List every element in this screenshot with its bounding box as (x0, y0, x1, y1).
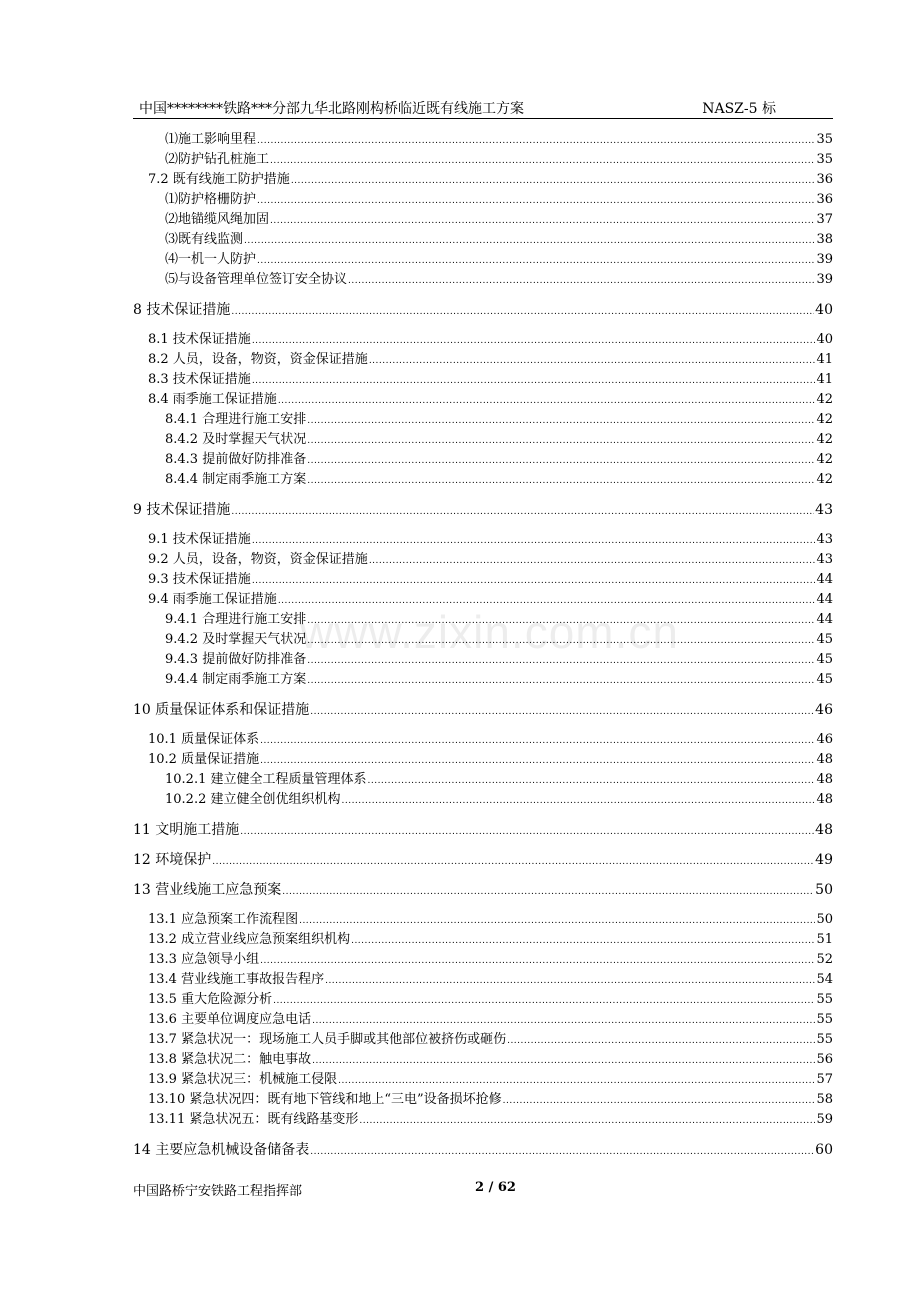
toc-entry-label: 9.4 雨季施工保证措施 (148, 592, 277, 607)
toc-entry-page: 46 (816, 732, 833, 747)
toc-entry[interactable] (133, 150, 833, 170)
toc-entry[interactable] (133, 670, 833, 690)
toc-entry[interactable] (133, 1070, 833, 1090)
toc-leader-dots (310, 702, 814, 722)
toc-entry-label: 8 技术保证措施 (133, 302, 231, 318)
toc-entry-page: 50 (816, 912, 833, 927)
toc-entry-label: 13.6 主要单位调度应急电话 (148, 1012, 312, 1027)
toc-entry[interactable] (133, 230, 833, 250)
toc-entry-page: 60 (815, 1142, 833, 1158)
toc-leader-dots (369, 351, 816, 371)
toc-entry-page: 45 (816, 652, 833, 667)
toc-entry-page: 45 (816, 632, 833, 647)
toc-entry-page: 39 (816, 252, 833, 267)
toc-entry-label: 12 环境保护 (133, 852, 212, 868)
toc-entry-page: 43 (816, 552, 833, 567)
toc-leader-dots (260, 751, 815, 771)
toc-entry-label: 10 质量保证体系和保证措施 (133, 702, 310, 718)
toc-entry-page: 50 (815, 882, 833, 898)
toc-entry-page: 40 (815, 302, 833, 318)
toc-leader-dots (252, 331, 816, 351)
toc-leader-dots (338, 1071, 815, 1091)
toc-entry[interactable] (133, 470, 833, 490)
toc-leader-dots (369, 551, 816, 571)
toc-entry-label: 9.4.2 及时掌握天气状况 (165, 632, 307, 647)
toc-leader-dots (341, 791, 815, 811)
toc-entry-label: ⑴防护格栅防护 (165, 192, 257, 207)
toc-leader-dots (359, 1111, 815, 1131)
toc-entry-label: 8.4 雨季施工保证措施 (148, 392, 277, 407)
toc-entry-page: 44 (816, 572, 833, 587)
toc-entry-label: ⑷一机一人防护 (165, 252, 257, 267)
toc-entry-label: ⑶既有线监测 (165, 232, 244, 247)
toc-leader-dots (252, 571, 816, 591)
toc-entry-page: 41 (816, 352, 833, 367)
toc-leader-dots (240, 822, 814, 842)
toc-entry[interactable] (133, 850, 833, 870)
toc-leader-dots (307, 431, 815, 451)
toc-leader-dots (260, 951, 815, 971)
toc-leader-dots (260, 731, 815, 751)
toc-entry[interactable] (133, 270, 833, 290)
toc-entry[interactable] (133, 300, 833, 320)
toc-leader-dots (307, 671, 815, 691)
watermark: www.zixin.com.cn (300, 606, 679, 658)
toc-entry-label: 13.8 紧急状况二：触电事故 (148, 1052, 312, 1067)
toc-leader-dots (307, 411, 815, 431)
toc-entry-label: 8.4.2 及时掌握天气状况 (165, 432, 307, 447)
toc-entry-page: 37 (816, 212, 833, 227)
toc-entry-label: 10.1 质量保证体系 (148, 732, 260, 747)
toc-entry-label: 10.2.2 建立健全创优组织机构 (165, 792, 341, 807)
toc-entry-label: 9.2 人员，设备，物资，资金保证措施 (148, 552, 368, 567)
toc-entry-page: 49 (815, 852, 833, 868)
toc-entry[interactable] (133, 130, 833, 150)
toc-leader-dots (310, 1142, 814, 1162)
header-title: 中国********铁路***分部九华北路刚构桥临近既有线施工方案 (139, 101, 524, 117)
toc-entry-page: 56 (816, 1052, 833, 1067)
toc-entry-label: 13 营业线施工应急预案 (133, 882, 282, 898)
toc-entry[interactable] (133, 210, 833, 230)
toc-leader-dots (307, 471, 815, 491)
toc-entry-page: 52 (816, 952, 833, 967)
toc-entry-label: 13.1 应急预案工作流程图 (148, 912, 299, 927)
toc-entry-page: 55 (816, 1032, 833, 1047)
toc-entry-label: 8.4.4 制定雨季施工方案 (165, 472, 307, 487)
toc-entry[interactable] (133, 770, 833, 790)
toc-entry[interactable] (133, 550, 833, 570)
toc-entry-label: ⑵防护钻孔桩施工 (165, 152, 270, 167)
toc-entry[interactable] (133, 1090, 833, 1110)
toc-leader-dots (291, 171, 816, 191)
toc-leader-dots (367, 771, 815, 791)
toc-entry-label: 13.4 营业线施工事故报告程序 (148, 972, 325, 987)
toc-entry-label: 8.2 人员，设备，物资，资金保证措施 (148, 352, 368, 367)
toc-entry[interactable] (133, 930, 833, 950)
toc-entry[interactable] (133, 750, 833, 770)
toc-entry-page: 38 (816, 232, 833, 247)
toc-entry[interactable] (133, 790, 833, 810)
toc-entry-page: 48 (816, 752, 833, 767)
toc-entry-label: 11 文明施工措施 (133, 822, 240, 838)
footer-org: 中国路桥宁安铁路工程指挥部 (133, 1184, 303, 1199)
toc-entry-page: 59 (816, 1112, 833, 1127)
toc-entry-label: 14 主要应急机械设备储备表 (133, 1142, 310, 1158)
toc-entry[interactable] (133, 500, 833, 520)
toc-leader-dots (252, 531, 816, 551)
toc-leader-dots (270, 151, 815, 171)
toc-entry-page: 42 (816, 472, 833, 487)
toc-entry-page: 40 (816, 332, 833, 347)
toc-entry-label: 8.4.1 合理进行施工安排 (165, 412, 307, 427)
toc-entry-page: 42 (816, 452, 833, 467)
toc-entry-label: 9.3 技术保证措施 (148, 572, 251, 587)
toc-leader-dots (348, 271, 815, 291)
toc-entry-label: 9.4.4 制定雨季施工方案 (165, 672, 307, 687)
toc-entry-label: 13.11 紧急状况五：既有线路基变形 (148, 1112, 359, 1127)
toc-entry-label: 13.5 重大危险源分析 (148, 992, 273, 1007)
toc-entry-label: ⑴施工影响里程 (165, 132, 257, 147)
toc-entry[interactable] (133, 990, 833, 1010)
toc-leader-dots (252, 371, 816, 391)
toc-leader-dots (351, 931, 815, 951)
toc-entry[interactable] (133, 1110, 833, 1130)
toc-entry[interactable] (133, 1050, 833, 1070)
toc-entry-label: 9.4.3 提前做好防排准备 (165, 652, 307, 667)
toc-entry-page: 46 (815, 702, 833, 718)
toc-entry[interactable] (133, 910, 833, 930)
toc-entry-page: 55 (816, 992, 833, 1007)
toc-entry-label: 10.2.1 建立健全工程质量管理体系 (165, 772, 367, 787)
toc-entry[interactable] (133, 1010, 833, 1030)
toc-entry-page: 58 (816, 1092, 833, 1107)
toc-entry[interactable] (133, 530, 833, 550)
toc-entry-label: 9 技术保证措施 (133, 502, 231, 518)
toc-entry[interactable] (133, 350, 833, 370)
toc-entry-label: 13.7 紧急状况一：现场施工人员手脚或其他部位被挤伤或砸伤 (148, 1032, 507, 1047)
toc-entry-page: 44 (816, 592, 833, 607)
toc-leader-dots (307, 451, 815, 471)
toc-entry-label: 10.2 质量保证措施 (148, 752, 260, 767)
toc-entry[interactable] (133, 390, 833, 410)
toc-entry-page: 43 (815, 502, 833, 518)
toc-leader-dots (231, 302, 814, 322)
toc-entry-page: 57 (816, 1072, 833, 1087)
toc-entry-label: 8.4.3 提前做好防排准备 (165, 452, 307, 467)
toc-entry-page: 55 (816, 1012, 833, 1027)
header-code: NASZ-5 标 (702, 101, 776, 117)
toc-leader-dots (257, 191, 815, 211)
toc-entry-page: 39 (816, 272, 833, 287)
toc-entry-page: 54 (816, 972, 833, 987)
toc-entry-page: 41 (816, 372, 833, 387)
toc-entry[interactable] (133, 430, 833, 450)
toc-leader-dots (270, 211, 815, 231)
toc-entry-page: 35 (816, 152, 833, 167)
toc-entry[interactable] (133, 1030, 833, 1050)
toc-entry-label: 13.9 紧急状况三：机械施工侵限 (148, 1072, 338, 1087)
toc-leader-dots (231, 502, 814, 522)
toc-entry[interactable] (133, 970, 833, 990)
toc-entry-page: 48 (815, 822, 833, 838)
toc-entry[interactable] (133, 330, 833, 350)
toc-entry[interactable] (133, 450, 833, 470)
toc-entry-page: 45 (816, 672, 833, 687)
toc-entry[interactable] (133, 250, 833, 270)
toc-entry-label: ⑵地锚缆风绳加固 (165, 212, 270, 227)
toc-entry[interactable] (133, 190, 833, 210)
toc-leader-dots (257, 131, 815, 151)
page-header (133, 96, 833, 119)
toc-entry-page: 36 (816, 172, 833, 187)
toc-entry-page: 48 (816, 792, 833, 807)
toc-leader-dots (282, 882, 814, 902)
toc-entry-page: 51 (816, 932, 833, 947)
toc-entry-page: 42 (816, 432, 833, 447)
toc-entry-label: 9.4.1 合理进行施工安排 (165, 612, 307, 627)
toc-entry-page: 35 (816, 132, 833, 147)
toc-entry[interactable] (133, 730, 833, 750)
toc-entry[interactable] (133, 820, 833, 840)
toc-entry-page: 44 (816, 612, 833, 627)
toc-entry-page: 42 (816, 392, 833, 407)
toc-entry-label: 8.1 技术保证措施 (148, 332, 251, 347)
toc-leader-dots (273, 991, 815, 1011)
toc-leader-dots (212, 852, 814, 872)
toc-entry[interactable] (133, 370, 833, 390)
toc-entry[interactable] (133, 570, 833, 590)
toc-leader-dots (244, 231, 815, 251)
toc-entry-label: 9.1 技术保证措施 (148, 532, 251, 547)
toc-leader-dots (312, 1011, 815, 1031)
toc-entry-label: 13.2 成立营业线应急预案组织机构 (148, 932, 351, 947)
toc-leader-dots (503, 1091, 816, 1111)
toc-leader-dots (507, 1031, 815, 1051)
toc-entry-page: 42 (816, 412, 833, 427)
toc-entry[interactable] (133, 1140, 833, 1160)
toc-entry-label: ⑸与设备管理单位签订安全协议 (165, 272, 348, 287)
toc-leader-dots (278, 391, 816, 411)
toc-entry-label: 7.2 既有线施工防护措施 (148, 172, 290, 187)
toc-entry[interactable] (133, 700, 833, 720)
toc-entry-page: 48 (816, 772, 833, 787)
toc-leader-dots (299, 911, 815, 931)
toc-entry-label: 8.3 技术保证措施 (148, 372, 251, 387)
toc-entry[interactable] (133, 950, 833, 970)
toc-leader-dots (312, 1051, 815, 1071)
toc-entry[interactable] (133, 880, 833, 900)
footer-page-number: 2 / 62 (475, 1180, 516, 1195)
toc-leader-dots (257, 251, 815, 271)
toc-entry[interactable] (133, 410, 833, 430)
toc-leader-dots (325, 971, 815, 991)
toc-entry-page: 43 (816, 532, 833, 547)
toc-entry[interactable] (133, 170, 833, 190)
toc-entry-label: 13.3 应急领导小组 (148, 952, 260, 967)
toc-entry-label: 13.10 紧急状况四：既有地下管线和地上“三电”设备损坏抢修 (148, 1092, 502, 1107)
toc-entry-page: 36 (816, 192, 833, 207)
